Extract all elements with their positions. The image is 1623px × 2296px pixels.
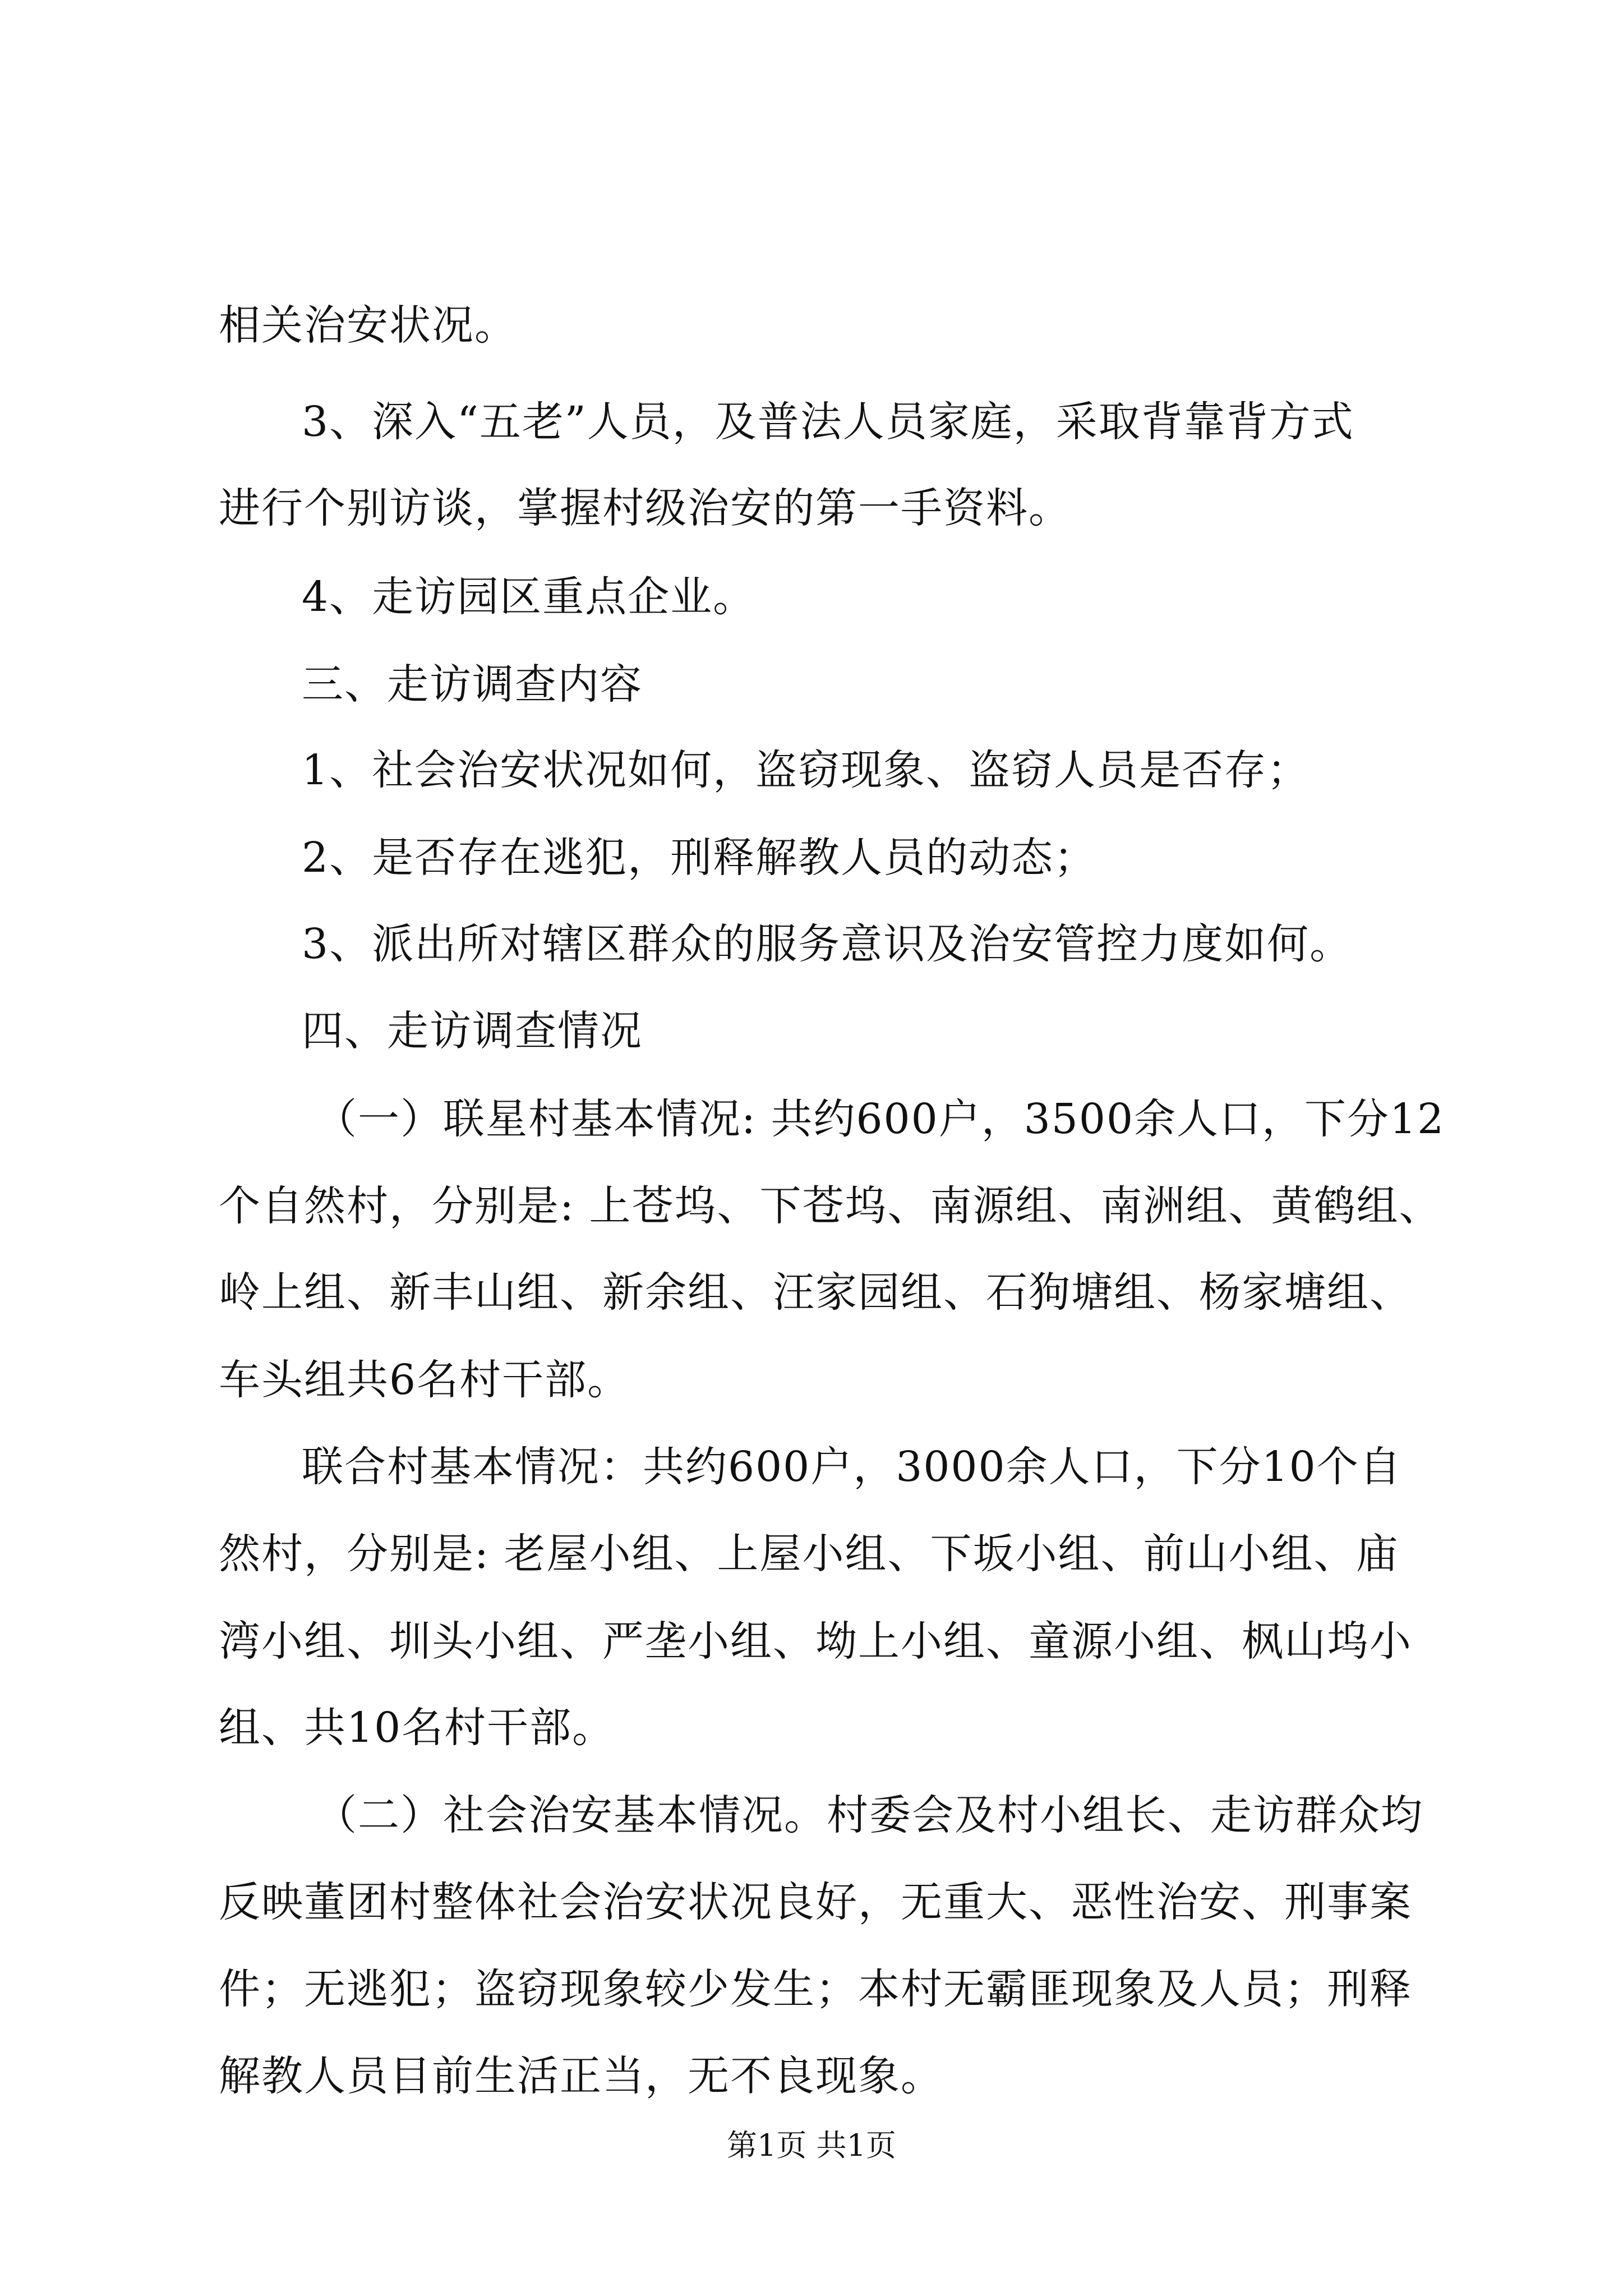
text-line-6: 1、社会治安状况如何，盗窃现象、盗窃人员是否存；	[302, 746, 1310, 794]
section-heading-4: 四、走访调查情况	[302, 1007, 643, 1055]
text-line-13: 车头组共6名村干部。	[219, 1356, 630, 1404]
text-line-11: 个自然村，分别是: 上苍坞、下苍坞、南源组、南洲组、黄鹤组、	[219, 1182, 1442, 1230]
text-line-21: 解教人员目前生活正当，无不良现象。	[219, 2052, 943, 2100]
text-line-16: 湾小组、圳头小组、严垄小组、坳上小组、童源小组、枫山坞小	[219, 1617, 1412, 1665]
section-heading-3: 三、走访调查内容	[302, 660, 643, 708]
text-line-1: 相关治安状况。	[219, 301, 517, 349]
text-line-12: 岭上组、新丰山组、新余组、汪家园组、石狗塘组、杨家塘组、	[219, 1268, 1412, 1317]
text-line-18: （二）社会治安基本情况。村委会及村小组长、走访群众均	[315, 1791, 1423, 1839]
text-line-20: 件；无逃犯；盗窃现象较少发生；本村无霸匪现象及人员；刑释	[219, 1965, 1412, 2013]
text-line-7: 2、是否存在逃犯，刑释解教人员的动态；	[302, 834, 1097, 882]
text-line-15: 然村，分别是: 老屋小组、上屋小组、下坂小组、前山小组、庙	[219, 1530, 1399, 1578]
text-line-14: 联合村基本情况：共约600户，3000余人口，下分10个自	[302, 1443, 1402, 1491]
text-line-19: 反映董团村整体社会治安状况良好，无重大、恶性治安、刑事案	[219, 1878, 1412, 1926]
text-line-10: （一）联星村基本情况: 共约600户，3500余人口，下分12	[315, 1095, 1445, 1143]
text-line-8: 3、派出所对辖区群众的服务意识及治安管控力度如何。	[302, 920, 1353, 968]
text-line-2: 3、深入“五老”人员，及普法人员家庭，采取背靠背方式	[302, 398, 1354, 446]
text-line-3: 进行个别访谈，掌握村级治安的第一手资料。	[219, 484, 1071, 532]
text-line-4: 4、走访园区重点企业。	[302, 573, 756, 621]
page-footer: 第1页 共1页	[727, 2128, 896, 2163]
text-line-17: 组、共10名村干部。	[219, 1704, 615, 1752]
